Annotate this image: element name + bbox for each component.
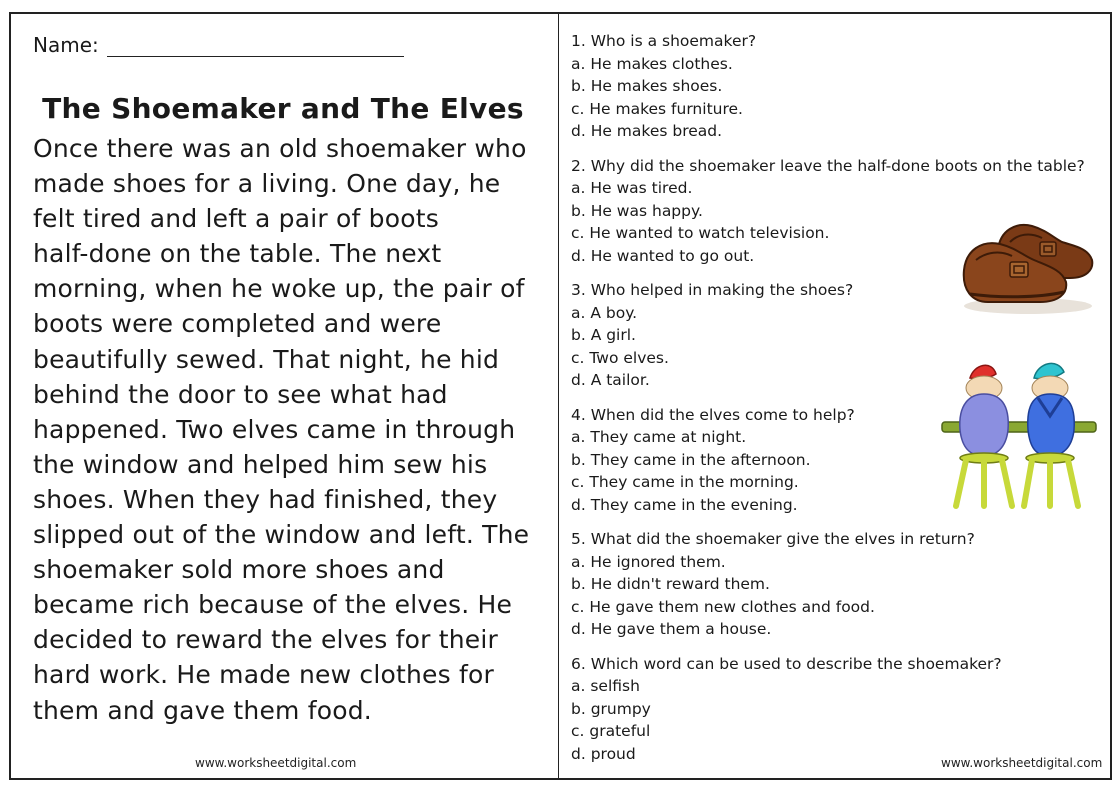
footer-url-left[interactable]: www.worksheetdigital.com <box>195 756 357 770</box>
answer-option: a. selfish <box>571 677 640 695</box>
answer-option: a. A boy. <box>571 303 638 322</box>
answer-option: a. He was tired. <box>571 179 693 197</box>
answer-option: b. He was happy. <box>571 201 703 220</box>
answer-option: c. He gave them new clothes and food. <box>571 597 875 616</box>
story-line: happened. Two elves came in through <box>33 414 516 444</box>
story-line: shoemaker sold more shoes and <box>33 555 445 585</box>
question-text: 2. Why did the shoemaker leave the half-done boots on the table? <box>571 156 1085 175</box>
story-line: made shoes for a living. One day, he <box>33 169 501 199</box>
answer-option: d. He wanted to go out. <box>571 246 755 265</box>
question-text: 4. When did the elves come to help? <box>571 405 855 424</box>
answer-option: b. He makes shoes. <box>571 77 723 95</box>
story-line: Once there was an old shoemaker who <box>33 134 527 163</box>
answer-option: c. He makes furniture. <box>571 99 743 118</box>
story-text <box>33 131 553 728</box>
answer-option: a. He ignored them. <box>571 552 726 571</box>
answer-option: a. They came at night. <box>571 428 747 446</box>
answer-option: d. They came in the evening. <box>571 495 798 514</box>
story-line: slipped out of the window and left. The <box>33 520 530 550</box>
question-text: 5. What did the shoemaker give the elves in return? <box>571 530 975 548</box>
elves-icon <box>940 360 1098 512</box>
answer-option: c. They came in the morning. <box>571 473 799 491</box>
story-line: beautifully sewed. That night, he hid <box>33 344 500 374</box>
answer-option: b. A girl. <box>571 326 636 344</box>
story-line: felt tired and left a pair of boots <box>33 204 439 234</box>
story-line: boots were completed and were <box>33 309 442 339</box>
name-field <box>33 33 404 57</box>
answer-option: b. grumpy <box>571 699 651 718</box>
answer-option: d. A tailor. <box>571 371 650 389</box>
question-text: 1. Who is a shoemaker? <box>571 32 757 50</box>
answer-option: d. He gave them a house. <box>571 620 772 638</box>
shoes-icon <box>958 208 1098 320</box>
name-blank-line[interactable] <box>107 38 404 57</box>
question-block <box>571 30 1101 143</box>
story-line: shoes. When they had finished, they <box>33 484 498 514</box>
answer-option: c. He wanted to watch television. <box>571 224 830 242</box>
story-line: hard work. He made new clothes for <box>33 660 494 690</box>
question-text: 6. Which word can be used to describe the shoemaker? <box>571 654 1002 673</box>
story-line: morning, when he woke up, the pair of <box>33 274 525 304</box>
column-divider <box>558 14 559 778</box>
answer-option: c. Two elves. <box>571 348 669 367</box>
footer-url-right[interactable]: www.worksheetdigital.com <box>941 756 1103 770</box>
question-text: 3. Who helped in making the shoes? <box>571 281 854 299</box>
story-line: decided to reward the elves for their <box>33 625 499 655</box>
name-label: Name: <box>33 33 99 57</box>
answer-option: d. He makes bread. <box>571 122 723 140</box>
answer-option: a. He makes clothes. <box>571 54 733 73</box>
story-line: half-done on the table. The next <box>33 239 442 269</box>
story-line: behind the door to see what had <box>33 379 448 409</box>
story-line: the window and helped him sew his <box>33 449 488 479</box>
answer-option: b. They came in the afternoon. <box>571 450 811 469</box>
answer-option: b. He didn't reward them. <box>571 575 770 593</box>
answer-option: c. grateful <box>571 722 651 740</box>
story-title: The Shoemaker and The Elves <box>42 92 524 125</box>
question-block <box>571 653 1101 766</box>
question-block <box>571 528 1101 641</box>
answer-option: d. proud <box>571 744 636 763</box>
story-line: them and gave them food. <box>33 695 372 725</box>
story-line: became rich because of the elves. He <box>33 590 513 620</box>
